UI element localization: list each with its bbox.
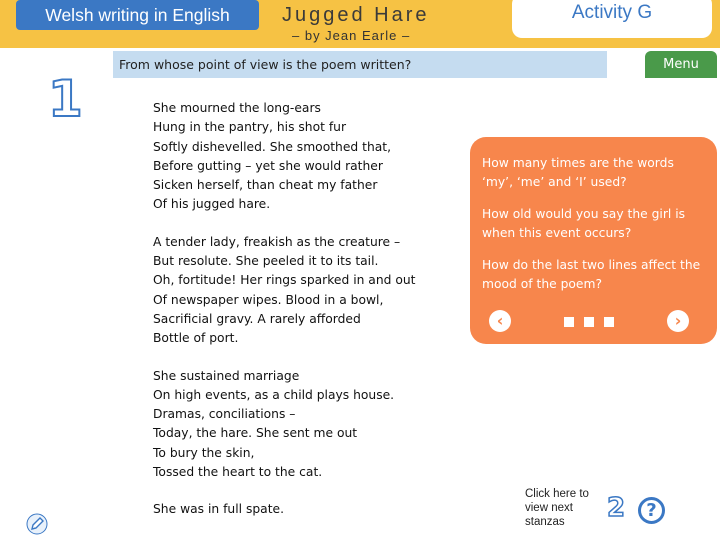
poem-line: To bury the skin, [153,445,255,460]
dot [564,317,574,327]
stanza [153,500,453,519]
author-byline: – by Jean Earle – [292,28,411,43]
help-button[interactable]: ? [638,497,665,524]
chevron-left-icon[interactable]: ‹ [489,310,511,332]
pagination-dots [564,317,614,327]
chevron-right-icon[interactable]: › [667,310,689,332]
pencil-icon[interactable] [26,513,48,535]
question-panel [470,137,717,344]
next-stanzas-link[interactable]: Click here to view next stanzas [525,488,589,528]
poem-title: Jugged Hare [282,4,430,26]
poem-line: But resolute. She peeled it to its tail. [153,254,379,269]
poem-line: A tender lady, freakish as the creature – [153,234,401,249]
question-2: How old would you say the girl is when this event occurs? [482,207,686,241]
poem-line: Hung in the pantry, his shot fur [153,120,347,135]
activity-label: Activity G [512,0,712,38]
poem-line: Bottle of port. [153,331,239,346]
next-stanza-number[interactable]: 2 [607,493,626,523]
question-bar: From whose point of view is the poem written? [113,51,607,78]
poem-line: Today, the hare. She sent me out [153,426,358,441]
poem-line: Tossed the heart to the cat. [153,465,323,480]
stanza [153,367,453,483]
question-3: How do the last two lines affect the mood of the poem? [482,258,701,292]
menu-button[interactable]: Menu [645,51,717,78]
stanza [153,99,453,215]
stanza [153,233,453,349]
poem-line: Of his jugged hare. [153,197,271,212]
site-title: Welsh writing in English [16,0,259,30]
poem-line: She was in full spate. [153,502,285,517]
dot [584,317,594,327]
poem-line: She mourned the long-ears [153,101,321,115]
question-1: How many times are the words ‘my’, ‘me’ and ‘I’ used? [482,156,674,190]
poem-line: On high events, as a child plays house. [153,387,395,402]
poem-line: Of newspaper wipes. Blood in a bowl, [153,292,384,307]
poem-line: She sustained marriage [153,368,300,383]
poem-line: Sacrificial gravy. A rarely afforded [153,311,361,326]
poem-line: Dramas, conciliations – [153,407,296,422]
poem-line: Softly dishevelled. She smoothed that, [153,139,391,154]
dot [604,317,614,327]
poem-line: Oh, fortitude! Her rings sparked in and out [153,273,416,288]
poem-line: Sicken herself, than cheat my father [153,178,378,193]
poem-line: Before gutting – yet she would rather [153,158,383,173]
poem-text [153,99,453,538]
stanza-number: 1 [48,70,83,128]
